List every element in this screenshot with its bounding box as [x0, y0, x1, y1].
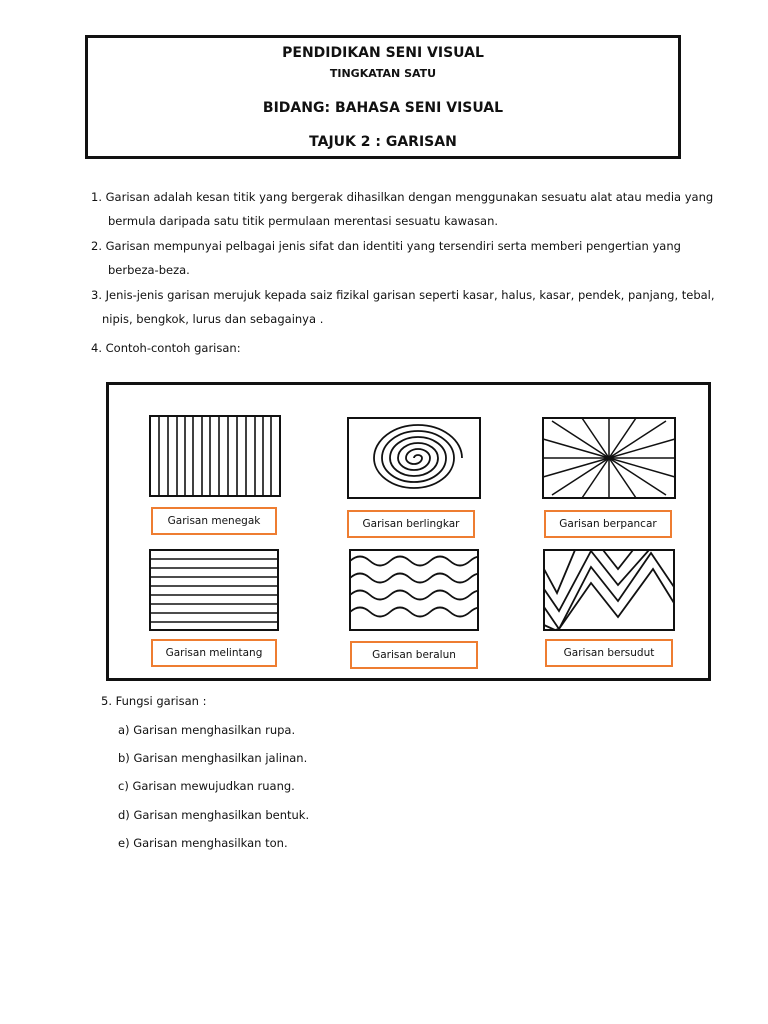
function-item: d) Garisan menghasilkan bentuk. — [118, 808, 310, 822]
label-vertical-text: Garisan menegak — [167, 515, 261, 527]
function-item: b) Garisan menghasilkan jalinan. — [118, 751, 308, 765]
document-subtitle: TINGKATAN SATU — [329, 67, 437, 80]
point-2-line-2: berbeza-beza. — [108, 263, 190, 277]
radiating-lines-illustration — [542, 417, 676, 499]
spiral-lines-illustration — [347, 417, 481, 499]
point-1-line-2: bermula daripada satu titik permulaan merentasi sesuatu kawasan. — [108, 214, 499, 228]
functions-heading: 5. Fungsi garisan : — [101, 694, 207, 708]
point-3-line-1: 3. Jenis-jenis garisan merujuk kepada saiz fizikal garisan seperti kasar, halus, kasar, pendek, panjang, tebal, — [91, 288, 715, 302]
label-radiating-text: Garisan berpancar — [559, 518, 657, 530]
label-zigzag-text: Garisan bersudut — [563, 647, 655, 659]
document-topic: TAJUK 2 : GARISAN — [309, 134, 457, 150]
label-wavy — [350, 641, 478, 669]
function-item: e) Garisan menghasilkan ton. — [118, 836, 288, 850]
function-item: c) Garisan mewujudkan ruang. — [118, 779, 295, 793]
point-1-line-1: 1. Garisan adalah kesan titik yang bergerak dihasilkan dengan menggunakan sesuatu alat atau media yang — [91, 190, 714, 204]
wavy-lines-illustration — [349, 549, 479, 631]
point-2-line-1: 2. Garisan mempunyai pelbagai jenis sifat dan identiti yang tersendiri serta memberi pengertian yang — [91, 239, 681, 253]
point-3-line-2: nipis, bengkok, lurus dan sebagainya . — [102, 312, 324, 326]
vertical-lines-illustration — [149, 415, 281, 497]
label-horizontal — [151, 639, 277, 667]
document-title: PENDIDIKAN SENI VISUAL — [282, 45, 484, 61]
line-examples-box — [106, 382, 711, 681]
label-vertical — [151, 507, 277, 535]
label-wavy-text: Garisan beralun — [372, 649, 456, 661]
label-horizontal-text: Garisan melintang — [165, 647, 263, 659]
label-spiral-text: Garisan berlingkar — [362, 518, 460, 530]
label-zigzag — [545, 639, 673, 667]
header-box — [85, 35, 681, 159]
function-item: a) Garisan menghasilkan rupa. — [118, 723, 296, 737]
document-field: BIDANG: BAHASA SENI VISUAL — [262, 100, 504, 116]
zigzag-lines-illustration — [543, 549, 675, 631]
label-spiral — [347, 510, 475, 538]
label-radiating — [544, 510, 672, 538]
point-4-heading: 4. Contoh-contoh garisan: — [91, 341, 241, 355]
horizontal-lines-illustration — [149, 549, 279, 631]
